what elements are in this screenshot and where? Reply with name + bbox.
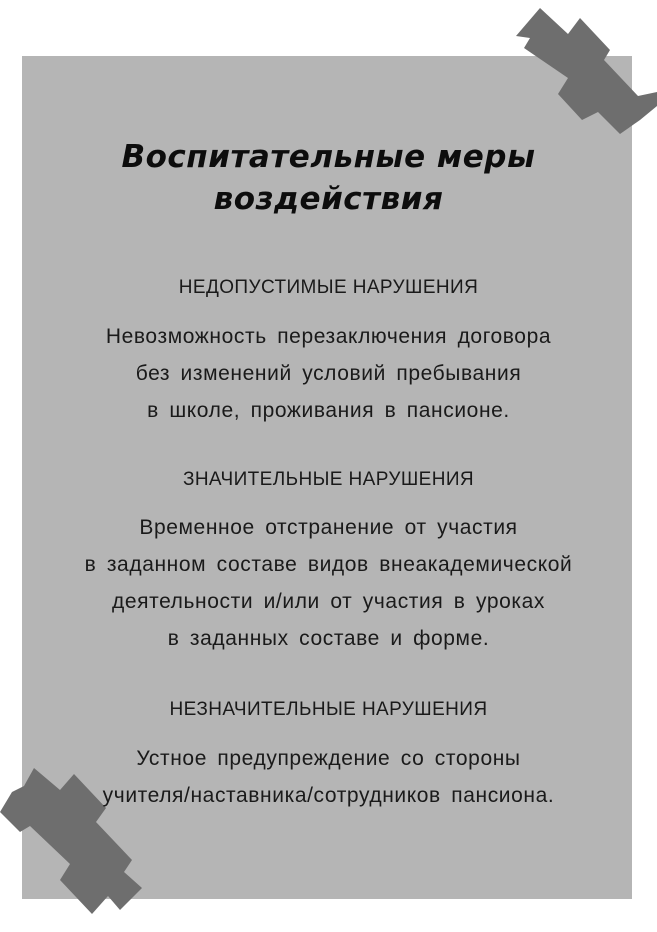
page-title bbox=[0, 136, 657, 220]
body-line: в заданном составе видов внеакадемической bbox=[84, 553, 573, 576]
body-line: без изменений условий пребывания bbox=[135, 362, 522, 385]
section-heading-unacceptable: НЕДОПУСТИМЫЕ НАРУШЕНИЯ bbox=[178, 277, 479, 298]
body-line: деятельности и/или от участия в уроках bbox=[111, 590, 546, 613]
section-heading-minor: НЕЗНАЧИТЕЛЬНЫЕ НАРУШЕНИЯ bbox=[169, 699, 488, 720]
section-body-significant bbox=[0, 509, 657, 657]
body-line: Временное отстранение от участия bbox=[139, 516, 518, 539]
body-line: учителя/наставника/сотрудников пансиона. bbox=[102, 784, 555, 807]
section-heading-significant: ЗНАЧИТЕЛЬНЫЕ НАРУШЕНИЯ bbox=[182, 469, 475, 490]
body-line: в заданных составе и форме. bbox=[167, 627, 490, 650]
tape-top-right-icon bbox=[510, 8, 657, 134]
title-line-1: Воспитательные меры bbox=[121, 139, 536, 175]
section-body-unacceptable bbox=[0, 318, 657, 429]
body-line: Устное предупреждение со стороны bbox=[136, 747, 521, 770]
title-line-2: воздействия bbox=[213, 181, 444, 217]
body-line: в школе, проживания в пансионе. bbox=[147, 399, 510, 422]
body-line: Невозможность перезаключения договора bbox=[105, 325, 552, 348]
section-body-minor bbox=[0, 740, 657, 814]
